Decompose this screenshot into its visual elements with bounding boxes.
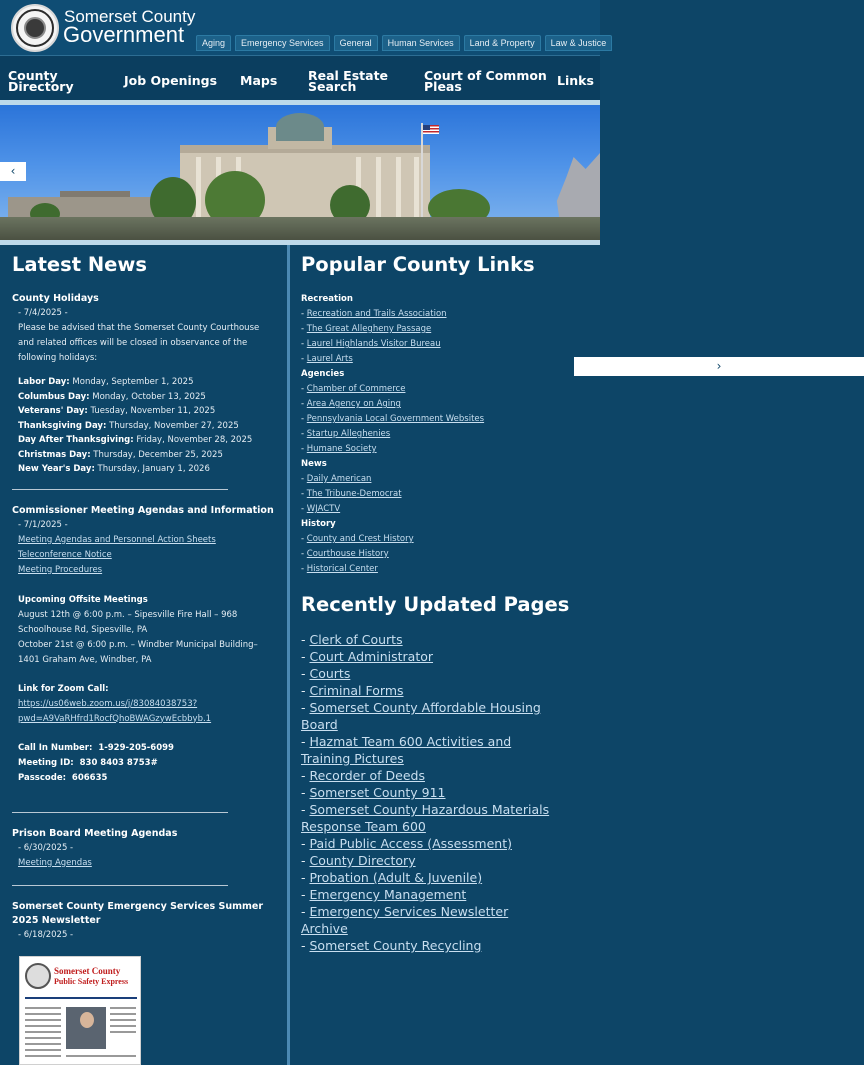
link-daily-american[interactable]: Daily American [306,474,372,484]
popular-group-title: Recreation [301,294,353,304]
holiday-row: Labor Day: Monday, September 1, 2025 [18,377,194,387]
recent-es-newsletter-archive[interactable]: Emergency Services Newsletter Archive [301,904,509,936]
list-item: - Chamber of Commerce [301,384,406,394]
holiday-row: Veterans' Day: Tuesday, November 11, 2025 [18,406,216,416]
recent-recorder-of-deeds[interactable]: Recorder of Deeds [309,768,425,783]
tab-emergency-services[interactable]: Emergency Services [235,35,330,51]
list-item: - Hazmat Team 600 Activities and Training Pictures [301,734,512,766]
right-column [301,252,591,954]
link-chamber-of-commerce[interactable]: Chamber of Commerce [306,384,406,394]
popular-group-news [301,457,591,517]
list-item: - Historical Center [301,564,378,574]
link-laurel-highlands[interactable]: Laurel Highlands Visitor Bureau [306,339,441,349]
nav-county-directory-line1: County [8,68,58,83]
holiday-row: Thanksgiving Day: Thursday, November 27, 2025 [18,420,239,431]
nav-court-line1: Court of Common [424,68,547,83]
main-navigation [0,55,600,100]
prison-meeting-agendas-link[interactable]: Meeting Agendas [18,857,92,868]
link-tribune-democrat[interactable]: The Tribune-Democrat [306,489,402,499]
list-item: - Courthouse History [301,549,389,559]
list-item: - Pennsylvania Local Government Websites [301,414,485,424]
call-in-number: Call In Number: 1-929-205-6099 [18,742,174,753]
recent-emergency-management[interactable]: Emergency Management [309,887,467,902]
holiday-intro-line: Please be advised that the Somerset County Courthouse [18,323,260,333]
news-item-title[interactable]: Commissioner Meeting Agendas and Information [12,504,274,516]
nav-real-estate-line1: Real Estate [308,68,389,83]
nav-maps-label: Maps [240,73,278,88]
list-item: - The Great Allegheny Passage [301,324,432,334]
site-title-line1[interactable]: Somerset County [64,7,196,26]
popular-group-history [301,517,591,577]
nav-job-openings-label: Job Openings [124,73,218,88]
list-item: - Humane Society [301,444,377,454]
popular-group-title: History [301,519,336,529]
tab-human-services[interactable]: Human Services [382,35,460,51]
tab-general[interactable]: General [334,35,378,51]
holiday-intro-line: and related offices will be closed in observance of the [18,338,248,348]
recent-clerk-of-courts[interactable]: Clerk of Courts [309,632,403,647]
list-item: - Paid Public Access (Assessment) [301,836,512,851]
tab-aging[interactable]: Aging [196,35,231,51]
list-item: - Somerset County Hazardous Materials Response Team 600 [301,802,550,834]
news-item-date: - 6/30/2025 - [18,842,74,853]
link-courthouse-history[interactable]: Courthouse History [306,549,389,559]
list-item: - Recreation and Trails Association [301,309,447,319]
meeting-procedures-link[interactable]: Meeting Procedures [18,564,103,575]
link-laurel-arts[interactable]: Laurel Arts [306,354,353,364]
news-item-date: - 7/4/2025 - [18,308,68,318]
news-item-es-newsletter [12,900,284,943]
link-historical-center[interactable]: Historical Center [306,564,378,574]
nav-county-directory[interactable] [8,70,74,92]
site-title-line2[interactable]: Government [63,22,185,47]
column-divider [287,245,290,1065]
news-item-prison-board [12,827,284,871]
nav-county-directory-line2: Directory [8,79,74,94]
nav-court-of-common-pleas[interactable] [424,70,547,92]
list-item: - Somerset County Recycling [301,938,482,953]
link-startup-alleghenies[interactable]: Startup Alleghenies [306,429,391,439]
site-header [0,0,607,55]
link-great-allegheny-passage[interactable]: The Great Allegheny Passage [306,324,432,334]
list-item: - County and Crest History [301,534,414,544]
link-humane-society[interactable]: Humane Society [306,444,377,454]
holiday-intro-line: following holidays: [18,353,98,363]
offsite-meetings-heading: Upcoming Offsite Meetings [18,594,148,605]
recent-somerset-911[interactable]: Somerset County 911 [309,785,446,800]
news-item-date: - 7/1/2025 - [18,519,68,530]
recent-affordable-housing[interactable]: Somerset County Affordable Housing Board [301,700,541,732]
newsletter-thumb-title: Somerset County [54,966,121,976]
tab-law-justice[interactable]: Law & Justice [545,35,613,51]
zoom-link-line2: pwd=A9VaRHfrd1RocfQhoBWAGzywEcbbyb.1 [18,713,212,724]
newsletter-thumb-subtitle: Public Safety Express [54,977,129,986]
list-item: - Courts [301,666,351,681]
nav-links-label: Links [557,73,594,88]
newsletter-thumbnail[interactable] [19,956,141,1065]
nav-real-estate-search[interactable] [308,70,388,92]
holiday-row: Columbus Day: Monday, October 13, 2025 [18,391,206,402]
popular-links-heading: Popular County Links [301,253,535,276]
list-item: - Criminal Forms [301,683,404,698]
zoom-call-link[interactable] [12,697,284,727]
meeting-agendas-link[interactable]: Meeting Agendas and Personnel Action Sheets [18,534,216,545]
holiday-row: Day After Thanksgiving: Friday, November 28, 2025 [18,435,253,445]
recent-probation[interactable]: Probation (Adult & Juvenile) [309,870,483,885]
recent-court-administrator[interactable]: Court Administrator [309,649,434,664]
list-item: - Recorder of Deeds [301,768,425,783]
nav-maps[interactable] [240,75,277,86]
list-item: - Clerk of Courts [301,632,403,647]
list-item: - WJACTV [301,504,341,514]
offsite-meeting-line: 1401 Graham Ave, Windber, PA [18,654,152,665]
news-item-date: - 6/18/2025 - [18,929,74,940]
recent-hazmat-response-team[interactable]: Somerset County Hazardous Materials Response Team 600 [301,802,550,834]
list-item: - Emergency Management [301,887,467,902]
list-item: - Startup Alleghenies [301,429,391,439]
newsletter-seal-icon [25,963,51,989]
county-seal-logo[interactable] [11,4,59,52]
popular-group-agencies [301,367,591,457]
latest-news-heading: Latest News [12,253,148,276]
list-item: - County Directory [301,853,416,868]
offsite-meeting-line: October 21st @ 6:00 p.m. – Windber Municipal Building– [18,639,258,650]
list-item: - Court Administrator [301,649,434,664]
list-item: - Laurel Arts [301,354,353,364]
zoom-link-line1: https://us06web.zoom.us/j/83084038753? [18,698,198,709]
link-area-agency-on-aging[interactable]: Area Agency on Aging [306,399,401,409]
link-recreation-trails[interactable]: Recreation and Trails Association [306,309,447,319]
list-item: - Probation (Adult & Juvenile) [301,870,483,885]
recent-paid-public-access[interactable]: Paid Public Access (Assessment) [309,836,512,851]
link-county-crest-history[interactable]: County and Crest History [306,534,414,544]
recent-courts[interactable]: Courts [309,666,351,681]
news-item-commissioner-meetings [12,504,284,786]
seal-core [24,17,46,39]
recently-updated-heading: Recently Updated Pages [301,593,570,616]
nav-links[interactable] [557,75,594,86]
recent-pages-list [301,631,591,954]
recent-county-directory[interactable]: County Directory [309,853,416,868]
tab-land-property[interactable]: Land & Property [464,35,541,51]
offsite-meeting-line: August 12th @ 6:00 p.m. – Sipesville Fire Hall – 968 [18,609,238,620]
news-item-county-holidays [12,292,284,477]
link-wjactv[interactable]: WJACTV [306,504,341,514]
link-pa-local-government[interactable]: Pennsylvania Local Government Websites [306,414,485,424]
popular-group-title: News [301,459,327,469]
list-item: - Area Agency on Aging [301,399,401,409]
zoom-link-heading: Link for Zoom Call: [18,683,109,694]
popular-group-title: Agencies [301,369,345,379]
recent-hazmat-activities[interactable]: Hazmat Team 600 Activities and Training Pictures [301,734,512,766]
list-item: - Somerset County Affordable Housing Board [301,700,541,732]
nav-court-line2: Pleas [424,79,462,94]
recent-recycling[interactable]: Somerset County Recycling [309,938,482,953]
news-item-title[interactable]: Prison Board Meeting Agendas [12,827,178,839]
list-item: - The Tribune-Democrat [301,489,402,499]
holiday-row: Christmas Day: Thursday, December 25, 2025 [18,449,223,460]
offsite-meeting-line: Schoolhouse Rd, Sipesville, PA [18,624,148,635]
teleconference-notice-link[interactable]: Teleconference Notice [18,549,112,560]
passcode: Passcode: 606635 [18,772,108,783]
list-item: - Laurel Highlands Visitor Bureau [301,339,441,349]
top-category-tabs [196,35,612,51]
latest-news-column [12,252,284,943]
prev-slide-button[interactable]: ‹ [0,162,26,181]
meeting-id: Meeting ID: 830 8403 8753# [18,757,158,768]
list-item: - Daily American [301,474,372,484]
list-item: - Emergency Services Newsletter Archive [301,904,509,936]
hero-divider [0,240,600,245]
next-slide-button[interactable]: › [574,357,864,376]
recent-criminal-forms[interactable]: Criminal Forms [309,683,404,698]
holiday-row: New Year's Day: Thursday, January 1, 2026 [18,464,210,474]
popular-group-recreation [301,292,591,367]
nav-job-openings[interactable] [124,75,217,86]
nav-real-estate-line2: Search [308,79,357,94]
news-item-title[interactable]: County Holidays [12,293,99,304]
news-item-title[interactable]: Somerset County Emergency Services Summer 2025 Newsletter [12,900,264,926]
list-item: - Somerset County 911 [301,785,446,800]
